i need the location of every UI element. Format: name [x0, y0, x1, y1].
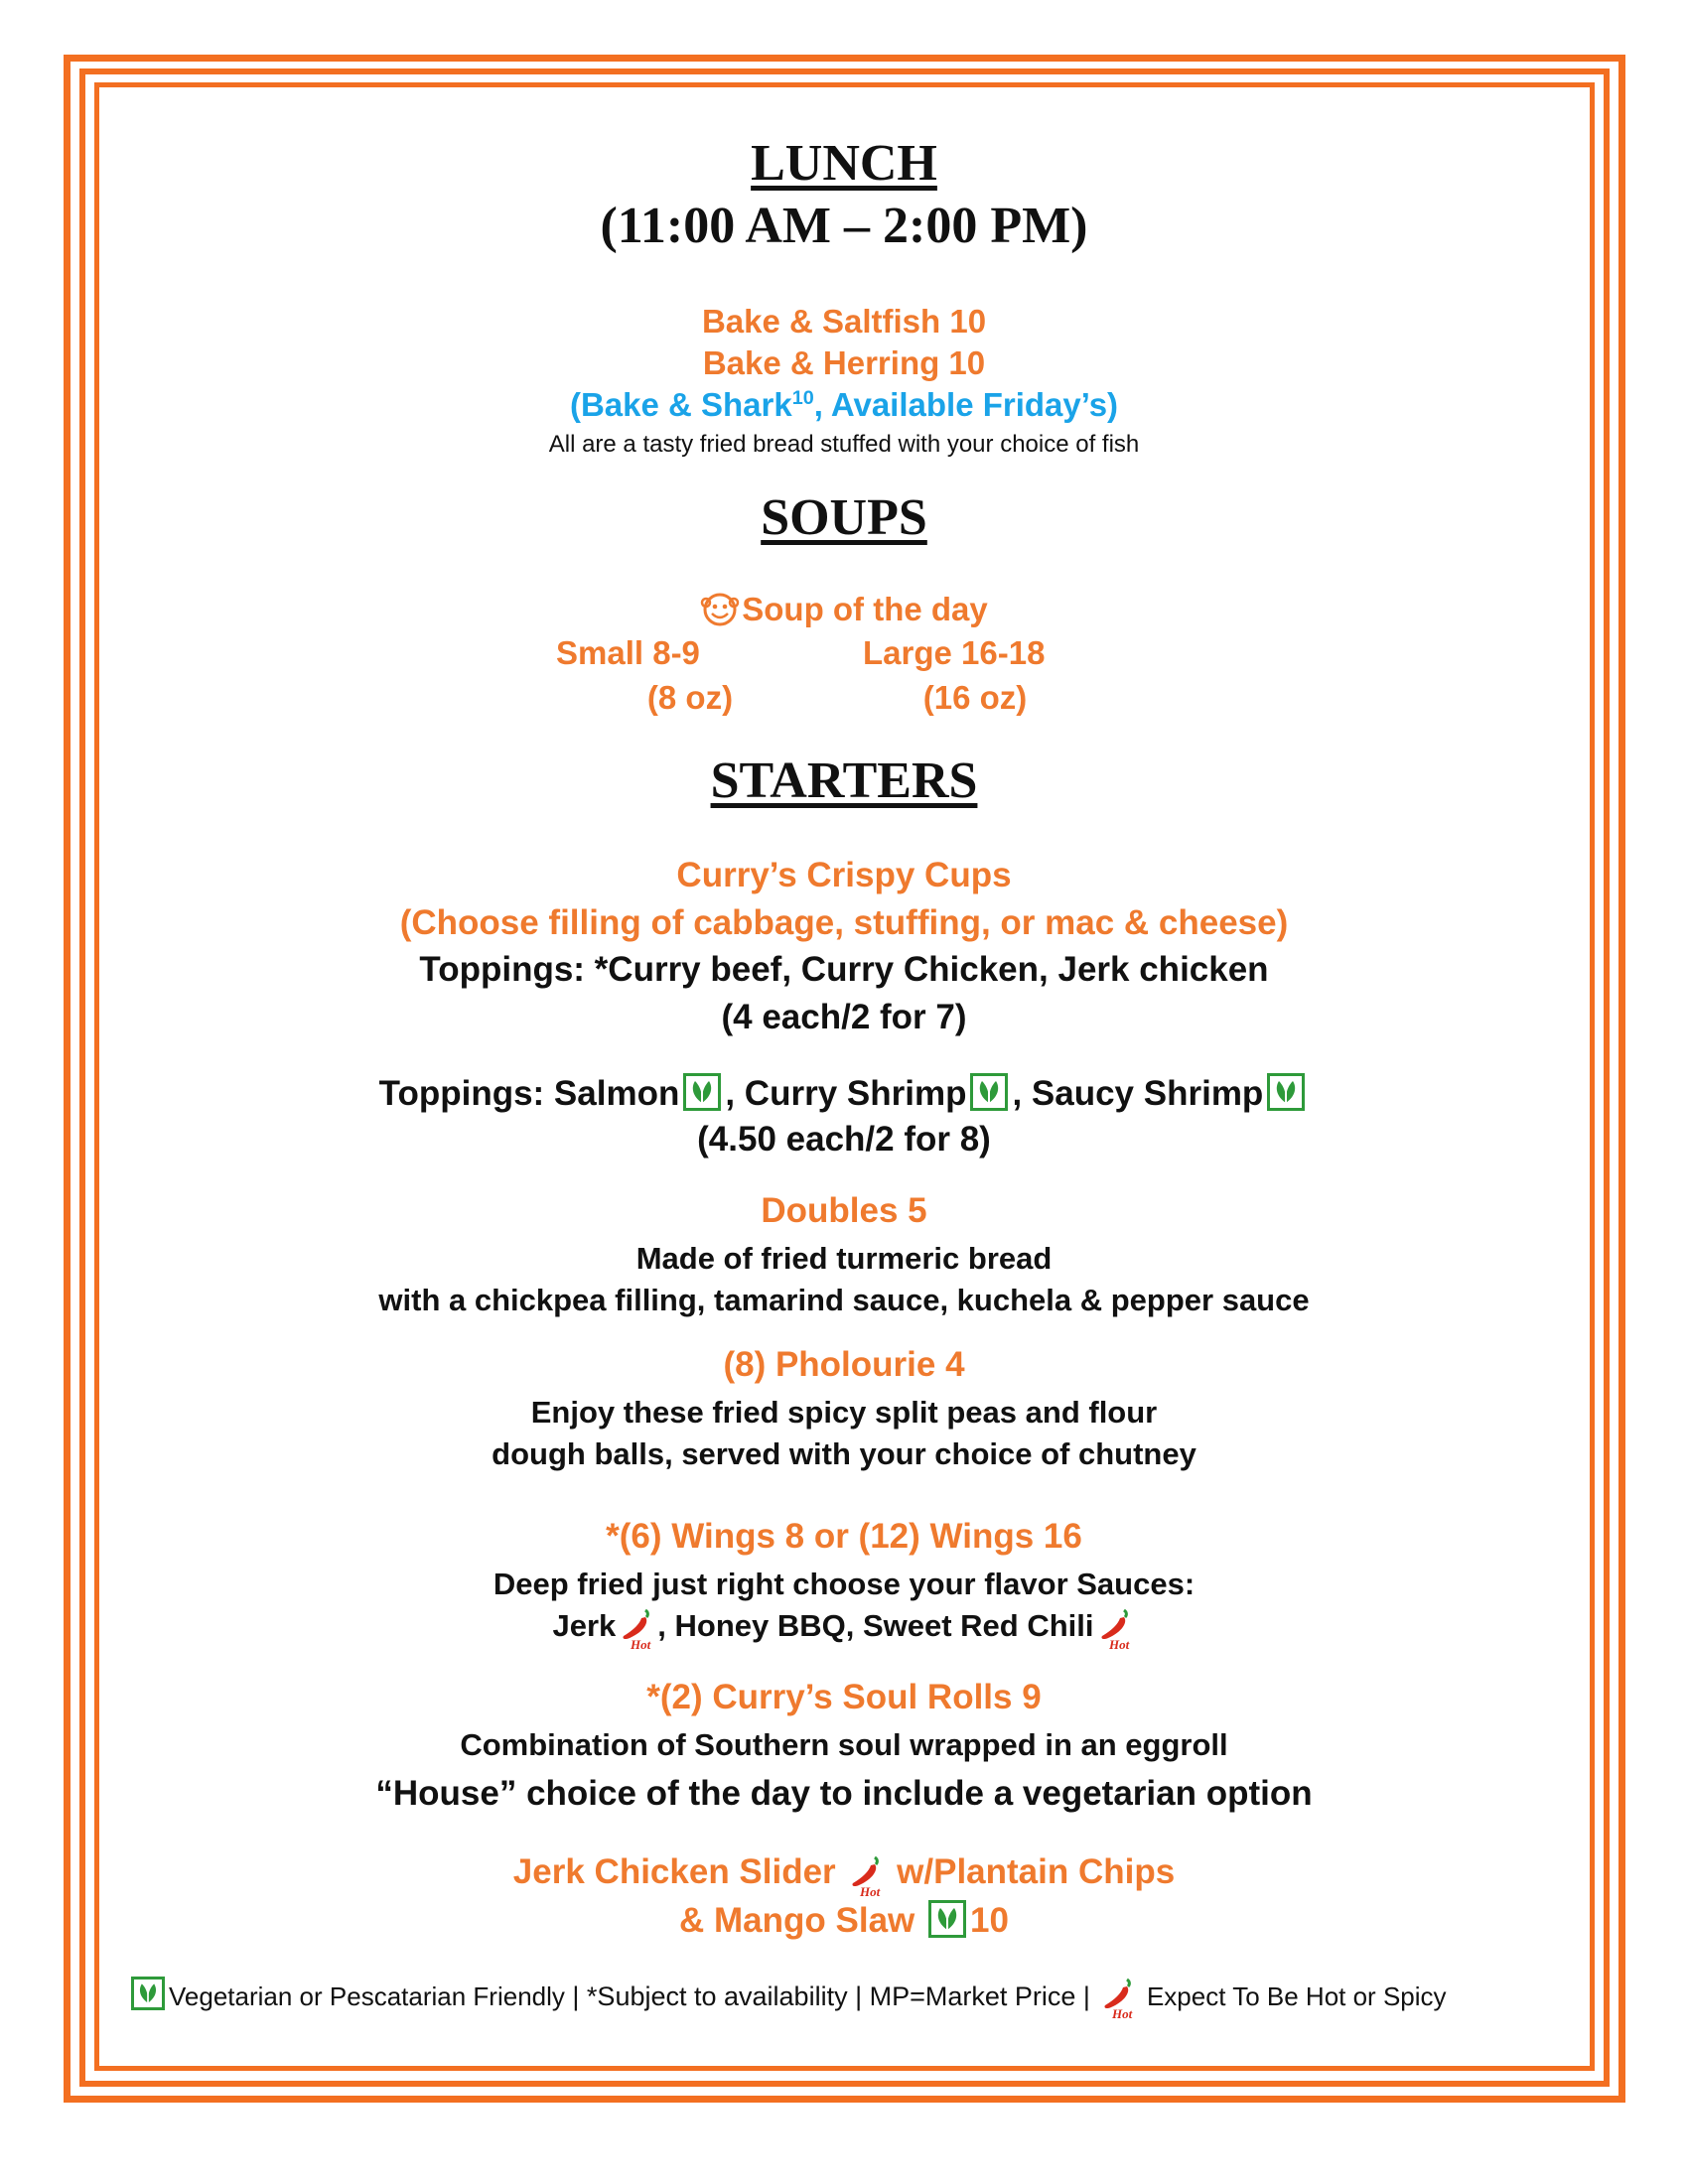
pholourie-name: (8) Pholourie 4: [723, 1345, 965, 1384]
soup-large-price: Large 16-18: [863, 634, 1046, 671]
hot-pepper-icon: [1097, 1976, 1139, 2019]
hot-pepper-icon: [616, 1606, 657, 1650]
lunch-title: LUNCH: [751, 135, 937, 192]
crispy-cups-price-1: (4 each/2 for 7): [721, 998, 967, 1036]
lunch-hours: (11:00 AM – 2:00 PM): [600, 198, 1088, 254]
crispy-cups-filling: (Choose filling of cabbage, stuffing, or mac & cheese): [399, 903, 1289, 942]
pholourie-desc-2: dough balls, served with your choice of chutney: [492, 1436, 1196, 1471]
soup-small-price: Small 8-9: [556, 634, 700, 671]
leaf-icon: [928, 1900, 966, 1938]
lunch-item: Bake & Herring 10: [702, 344, 986, 381]
leaf-icon: [1267, 1073, 1305, 1111]
soul-rolls-desc-2: “House” choice of the day to include a vegetarian option: [375, 1774, 1313, 1813]
legend-spicy: Expect To Be Hot or Spicy: [1146, 1981, 1447, 2011]
smiley-icon: [700, 589, 740, 628]
crispy-cups-price-2: (4.50 each/2 for 8): [697, 1120, 991, 1159]
leaf-icon: [683, 1073, 721, 1111]
doubles-desc-2: with a chickpea filling, tamarind sauce, kuchela & pepper sauce: [378, 1283, 1310, 1317]
svg-text:Hot: Hot: [1108, 1637, 1129, 1650]
soups-title: SOUPS: [761, 489, 927, 546]
wings-desc-1: Deep fried just right choose your flavor Sauces:: [492, 1567, 1196, 1601]
starters-title: STARTERS: [710, 752, 978, 809]
lunch-note: All are a tasty fried bread stuffed with your choice of fish: [548, 431, 1140, 458]
leaf-icon: [970, 1073, 1008, 1111]
hot-pepper-icon: [845, 1853, 887, 1897]
slider-line-2: & Mango Slaw 10: [679, 1901, 1009, 1940]
doubles-desc-1: Made of fried turmeric bread: [635, 1241, 1053, 1276]
wings-name: *(6) Wings 8 or (12) Wings 16: [606, 1517, 1082, 1556]
wings-sauces: Jerk Hot , Honey BBQ, Sweet Red Chili Hot: [99, 1606, 1589, 1650]
hot-pepper-icon: [1094, 1606, 1136, 1650]
crispy-cups-name: Curry’s Crispy Cups: [676, 856, 1012, 894]
legend-market-price: MP=Market Price: [869, 1981, 1076, 2011]
soul-rolls-name: *(2) Curry’s Soul Rolls 9: [646, 1678, 1042, 1716]
crispy-cups-toppings-2: Toppings: Salmon , Curry Shrimp , Saucy Shrimp: [99, 1073, 1589, 1114]
doubles-name: Doubles 5: [761, 1191, 927, 1230]
legend-subject: *Subject to availability: [586, 1981, 848, 2011]
soul-rolls-desc-1: Combination of Southern soul wrapped in an eggroll: [460, 1727, 1228, 1762]
slider-line-1: Jerk Chicken Slider Hot w/Plantain Chips: [512, 1852, 1176, 1897]
lunch-special: (Bake & Shark$^{10}$, Available Friday’s): [569, 386, 1119, 423]
leaf-icon: [131, 1977, 165, 2010]
footer-legend: Vegetarian or Pescatarian Friendly | *Subject to availability | MP=Market Price | Hot Expect To Be Hot or Spicy: [127, 1976, 1557, 2019]
lunch-item: Bake & Saltfish 10: [701, 303, 987, 340]
pholourie-desc-1: Enjoy these fried spicy split peas and flour: [530, 1395, 1158, 1430]
svg-text:Hot: Hot: [1112, 2006, 1133, 2019]
svg-text:Hot: Hot: [860, 1884, 881, 1897]
crispy-cups-toppings-1: Toppings: *Curry beef, Curry Chicken, Jerk chicken: [419, 950, 1269, 989]
svg-text:Hot: Hot: [631, 1637, 651, 1650]
soup-of-the-day: Soup of the day: [99, 589, 1589, 628]
legend-veg: Vegetarian or Pescatarian Friendly: [169, 1981, 565, 2011]
